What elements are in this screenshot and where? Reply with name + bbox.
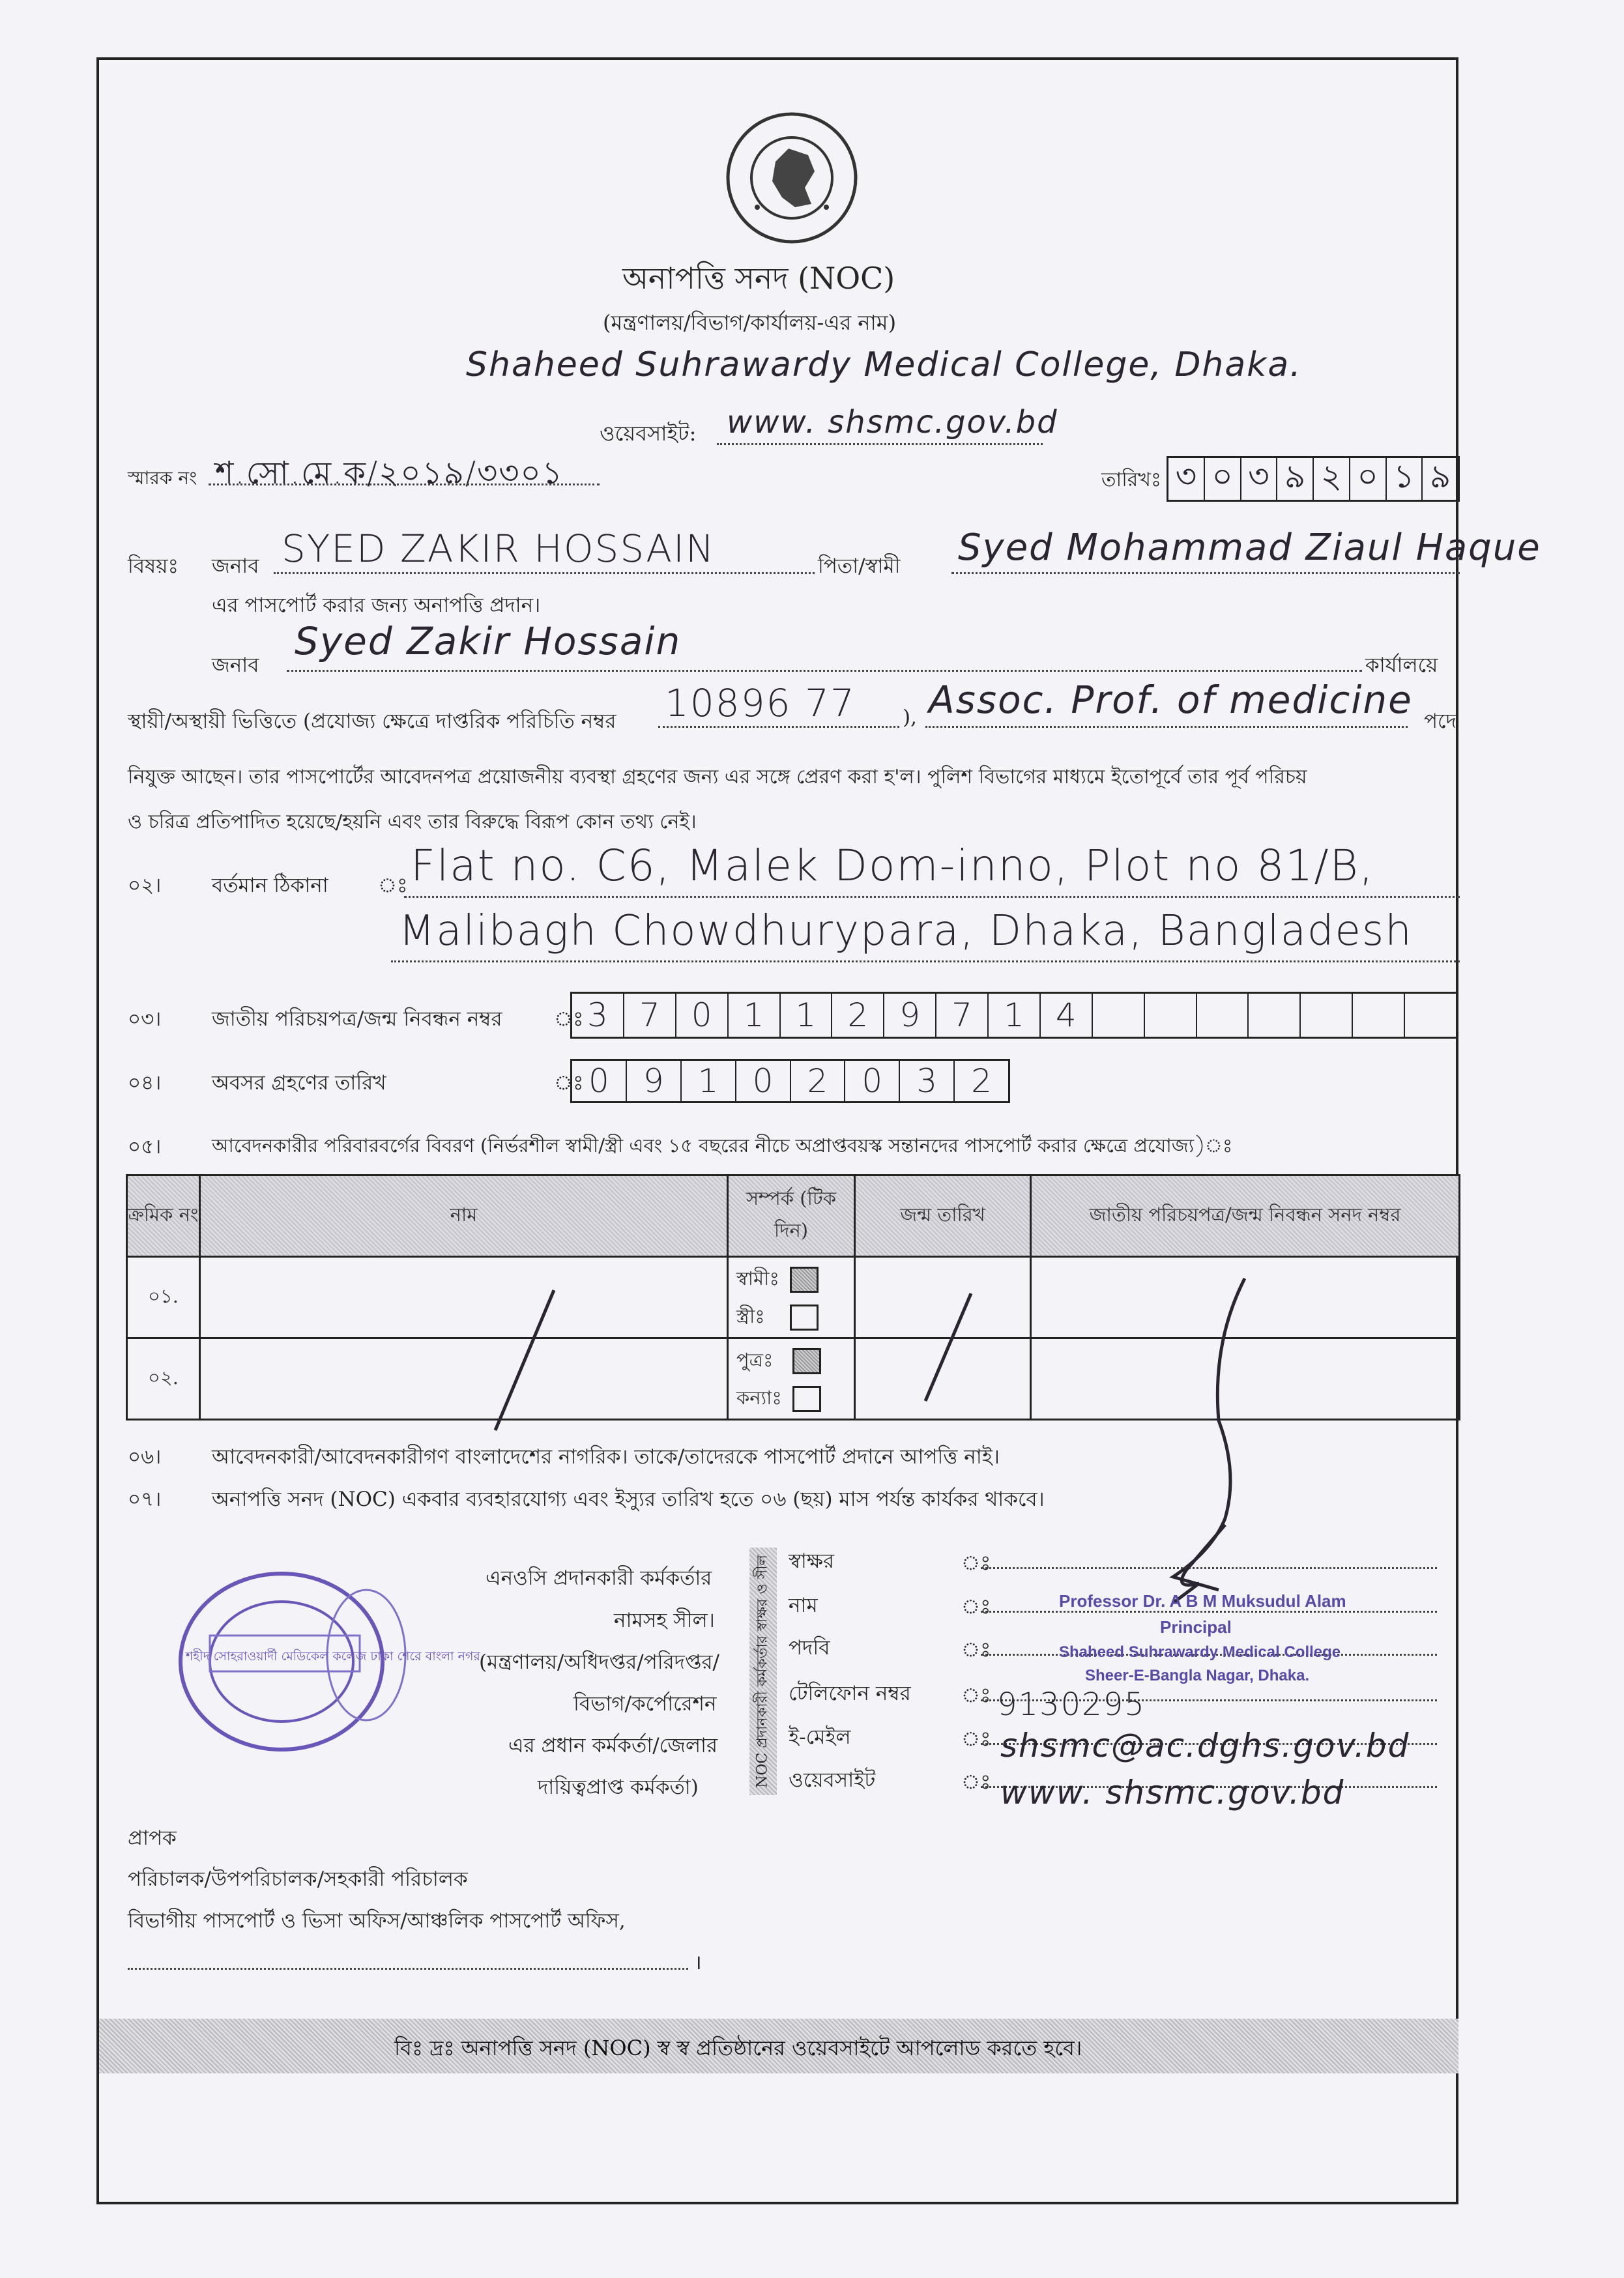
recipient-dotline xyxy=(128,1968,688,1970)
digit-cell: 9 xyxy=(627,1061,682,1101)
office-suffix: কার্যালয়ে xyxy=(1365,654,1438,677)
official-id: 10896 77 xyxy=(665,681,856,725)
recipient-title: প্রাপক xyxy=(128,1826,177,1850)
seal-text: শহীদ সোহরাওয়ার্দী মেডিকেল কলেজ ঢাকা শেরে বাংলা নগর xyxy=(186,1649,480,1664)
digit-cell: 0 xyxy=(676,994,729,1037)
digit-cell: 7 xyxy=(624,994,676,1037)
col-relation: সম্পর্ক (টিক দিন) xyxy=(728,1175,855,1257)
stamp-org2: Sheer-E-Bangla Nagar, Dhaka. xyxy=(1085,1667,1310,1684)
stamp-name: Professor Dr. A B M Muksudul Alam xyxy=(1059,1591,1346,1611)
digit-cell: 3 xyxy=(900,1061,955,1101)
subject-line2: এর পাসপোর্ট করার জন্য অনাপত্তি প্রদান। xyxy=(212,594,541,617)
website-hand-value: www. shsmc.gov.bd xyxy=(1000,1774,1345,1811)
subject-label: বিষয়ঃ xyxy=(128,555,179,578)
father-name: Syed Mohammad Ziaul Haque xyxy=(958,526,1541,569)
body-janab: জনাব xyxy=(212,654,259,677)
digit-cell: 2 xyxy=(832,994,884,1037)
relation-daughter-label: কন্যাঃ xyxy=(736,1387,782,1409)
designation: Assoc. Prof. of medicine xyxy=(929,678,1413,722)
row-serial: ০২. xyxy=(127,1338,200,1420)
document-title: অনাপত্তি সনদ (NOC) xyxy=(622,261,895,296)
recipient-line1: পরিচালক/উপপরিচালক/সহকারী পরিচালক xyxy=(128,1867,468,1891)
digit-cell: ১ xyxy=(1387,458,1423,500)
digit-cell: 1 xyxy=(781,994,833,1037)
retire-label: অবসর গ্রহণের তারিখ xyxy=(212,1071,386,1095)
field-name: নাম xyxy=(789,1594,818,1617)
item-02-number: ০২। xyxy=(128,874,162,897)
colon-5: ঃ xyxy=(961,1727,991,1751)
item-07-number: ০৭। xyxy=(128,1488,162,1511)
colon-2: ঃ xyxy=(961,1595,991,1619)
digit-cell: 1 xyxy=(729,994,781,1037)
colon-6: ঃ xyxy=(961,1770,991,1794)
item-03-number: ০৩। xyxy=(128,1007,162,1031)
item-05-number: ০৫। xyxy=(128,1135,162,1159)
father-label: পিতা/স্বামী xyxy=(818,555,901,578)
subject-janab: জনাব xyxy=(212,555,259,578)
recipient-line3-end: । xyxy=(694,1951,702,1974)
field-signature: স্বাক্ষর xyxy=(789,1550,835,1573)
id-prefix: স্থায়ী/অস্থায়ী ভিত্তিতে (প্রযোজ্য ক্ষেত্রে দাপ্তরিক পরিচিতি নম্বর xyxy=(128,710,616,733)
colon-1: ঃ xyxy=(961,1551,991,1575)
digit-cell: 0 xyxy=(572,1061,627,1101)
ministry-label: (মন্ত্রণালয়/বিভাগ/কার্যালয়-এর নাম) xyxy=(603,310,897,335)
family-label: আবেদনকারীর পরিবারবর্গের বিবরণ (নির্ভরশীল স্বামী/স্ত্রী এবং ১৫ বছরের নীচে অপ্রাপ্তবয়স্ক সন্তানদের পাসপোর্ট করার ক্ষেত্রে প্রযোজ্য)ঃ xyxy=(212,1134,1233,1157)
sig-left-line4: বিভাগ/কর্পোরেশন xyxy=(573,1692,717,1716)
colon-3: ঃ xyxy=(961,1638,991,1662)
nid-label: জাতীয় পরিচয়পত্র/জন্ম নিবন্ধন নম্বর xyxy=(212,1007,502,1031)
body-name: Syed Zakir Hossain xyxy=(295,619,682,663)
website-value: www. shsmc.gov.bd xyxy=(727,404,1058,440)
row-serial: ০১. xyxy=(127,1257,200,1338)
sig-left-line2: নামসহ সীল। xyxy=(614,1609,715,1632)
digit-cell: 0 xyxy=(845,1061,900,1101)
digit-cell: ৯ xyxy=(1429,457,1451,495)
item-04-number: ০৪। xyxy=(128,1071,162,1095)
col-serial: ক্রমিক নং xyxy=(127,1175,200,1257)
relation-son-label: পুত্রঃ xyxy=(736,1349,774,1371)
note-07: অনাপত্তি সনদ (NOC) একবার ব্যবহারযোগ্য এবং ইস্যুর তারিখ হতে ০৬ (ছয়) মাস পর্যন্ত কার্যকর থাকবে। xyxy=(212,1488,1045,1511)
date-label: তারিখঃ xyxy=(1101,469,1161,491)
digit-cell: ৯ xyxy=(1277,458,1314,500)
field-email: ই-মেইল xyxy=(789,1725,851,1749)
col-nid: জাতীয় পরিচয়পত্র/জন্ম নিবন্ধন সনদ নম্বর xyxy=(1031,1175,1460,1257)
digit-cell: ৩ xyxy=(1168,458,1205,500)
phone-value: 9130295 xyxy=(997,1686,1146,1723)
digit-cell: 0 xyxy=(736,1061,791,1101)
footer-note: বিঃ দ্রঃ অনাপত্তি সনদ (NOC) স্ব স্ব প্রতিষ্ঠানের ওয়েবসাইটে আপলোড করতে হবে। xyxy=(394,2036,1082,2060)
body-para2: ও চরিত্র প্রতিপাদিত হয়েছে/হয়নি এবং তার বিরুদ্ধে বিরূপ কোন তথ্য নেই। xyxy=(128,811,697,833)
retire-colon: ঃ xyxy=(554,1071,584,1095)
address-colon: ঃ xyxy=(378,874,408,897)
stamp-title: Principal xyxy=(1160,1617,1232,1637)
digit-cell: 9 xyxy=(884,994,936,1037)
body-para1: নিযুক্ত আছেন। তার পাসপোর্টের আবেদনপত্র প্রয়োজনীয় ব্যবস্থা গ্রহণের জন্য এর সঙ্গে প্রেরণ করা হ'ল। পুলিশ বিভাগের মাধ্যমে ইতোপূর্বে তার পূর্ব পরিচয় xyxy=(128,766,1307,788)
digit-cell: 7 xyxy=(936,994,989,1037)
memo-value: শ.সো.মে.ক/২০১৯/৩৩০১ xyxy=(215,455,564,491)
digit-cell: ০ xyxy=(1350,458,1387,500)
nid-colon: ঃ xyxy=(554,1007,584,1031)
digit-cell: 2 xyxy=(971,1062,992,1100)
website-label: ওয়েবসাইট: xyxy=(600,421,697,446)
ministry-value: Shaheed Suhrawardy Medical College, Dhaka. xyxy=(466,345,1302,384)
address-line1: Flat no. C6, Malek Dom-inno, Plot no 81/B, xyxy=(411,841,1374,891)
sig-left-line3: (মন্ত্রণালয়/অধিদপ্তর/পরিদপ্তর/ xyxy=(479,1651,719,1674)
digit-cell: ২ xyxy=(1314,458,1350,500)
field-designation: পদবি xyxy=(789,1636,830,1660)
digit-cell: 3 xyxy=(572,994,624,1037)
sig-left-line5: এর প্রধান কর্মকর্তা/জেলার xyxy=(508,1734,718,1757)
item-06-number: ০৬। xyxy=(128,1445,162,1469)
field-phone: টেলিফোন নম্বর xyxy=(789,1682,911,1705)
note-06: আবেদনকারী/আবেদনকারীগণ বাংলাদেশের নাগরিক। তাকে/তাদেরকে পাসপোর্ট প্রদানে আপত্তি নাই। xyxy=(212,1445,1000,1469)
digit-cell: 2 xyxy=(791,1061,846,1101)
digit-cell: 4 xyxy=(1041,994,1093,1037)
designation-suffix: পদে xyxy=(1424,710,1457,733)
colon-4: ঃ xyxy=(961,1684,991,1707)
relation-husband-label: স্বামীঃ xyxy=(736,1267,779,1290)
id-close-paren: ), xyxy=(903,706,917,729)
relation-wife-label: স্ত্রীঃ xyxy=(736,1305,765,1327)
email-value: shsmc@ac.dghs.gov.bd xyxy=(1000,1727,1410,1765)
field-website: ওয়েবসাইট xyxy=(789,1768,876,1792)
vertical-noc-text: NOC প্রদানকারী কর্মকর্তার স্বাক্ষর ও সীল xyxy=(754,1555,771,1788)
digit-cell: ০ xyxy=(1205,458,1241,500)
col-name: নাম xyxy=(200,1175,728,1257)
address-label: বর্তমান ঠিকানা xyxy=(212,874,328,897)
stamp-org1: Shaheed Suhrawardy Medical College xyxy=(1059,1643,1341,1661)
digit-cell: 1 xyxy=(989,994,1041,1037)
applicant-name: SYED ZAKIR HOSSAIN xyxy=(282,526,716,571)
recipient-line2: বিভাগীয় পাসপোর্ট ও ভিসা অফিস/আঞ্চলিক পাসপোর্ট অফিস, xyxy=(128,1909,626,1933)
address-line2: Malibagh Chowdhurypara, Dhaka, Bangladesh xyxy=(399,907,1413,955)
sig-left-line6: দায়িত্বপ্রাপ্ত কর্মকর্তা) xyxy=(538,1776,699,1799)
sig-left-line1: এনওসি প্রদানকারী কর্মকর্তার xyxy=(486,1566,712,1590)
col-dob: জন্ম তারিখ xyxy=(855,1175,1031,1257)
digit-cell: ৩ xyxy=(1241,458,1278,500)
digit-cell: 1 xyxy=(682,1061,736,1101)
memo-label: স্মারক নং xyxy=(128,467,197,489)
